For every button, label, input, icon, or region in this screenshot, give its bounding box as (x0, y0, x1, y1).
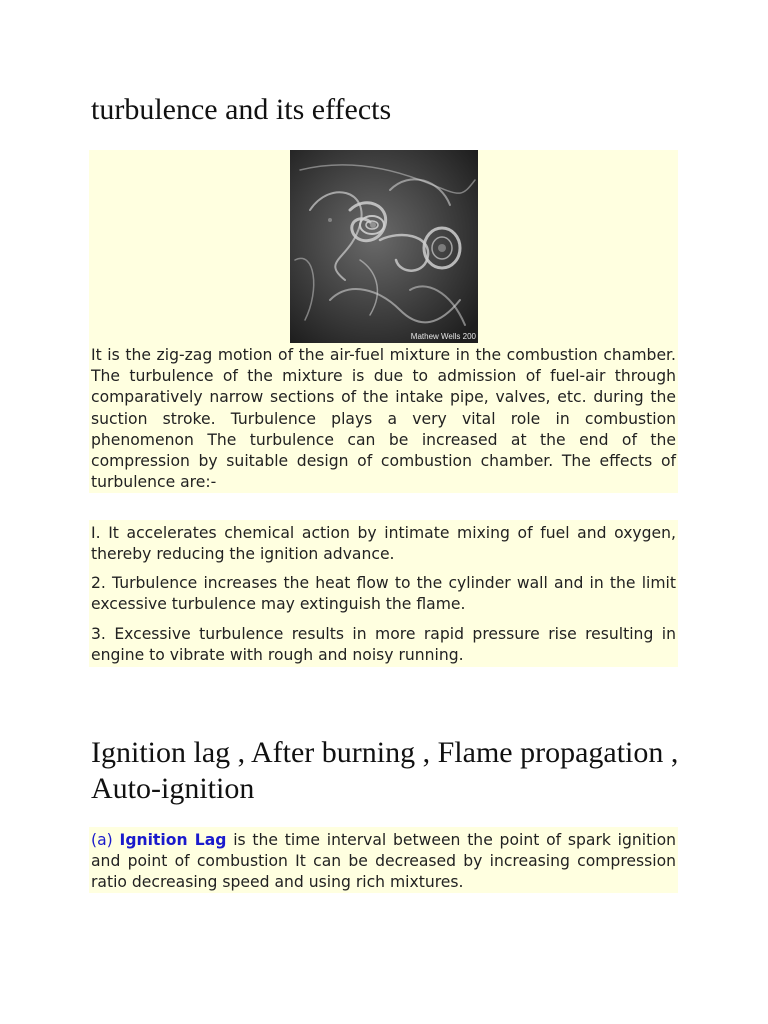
ignition-lag-text: is the time interval between the point of spark ignition and point of combustion It can be decreased by increasing compression ratio decreasing speed and using rich mixtures. (91, 831, 676, 892)
effect-item-2: 2. Turbulence increases the heat flow to the cylinder wall and in the limit excessive turbulence may extinguish the flame. (91, 574, 676, 614)
section-heading-ignition: Ignition lag , After burning , Flame propagation , Auto-ignition (91, 736, 679, 805)
intro-paragraph: It is the zig-zag motion of the air-fuel mixture in the combustion chamber. The turbulence of the mixture is due to admission of fuel-air through comparatively narrow sections of the intake pipe, valves, etc. during the suction stroke. Turbulence plays a very vital role in combustion phenomenon The turbulence can be increased at the end of the compression by suitable design of combustion chamber. The effects of turbulence are:- (91, 346, 676, 492)
turbulence-image (290, 150, 478, 343)
ignition-lag-prefix: (a) (91, 831, 113, 849)
ignition-lag-term: Ignition Lag (119, 831, 227, 849)
effect-item-3: 3. Excessive turbulence results in more rapid pressure rise resulting in engine to vibrate with rough and noisy running. (91, 625, 676, 665)
effect-item-1: I. It accelerates chemical action by intimate mixing of fuel and oxygen, thereby reducing the ignition advance. (91, 524, 676, 564)
image-caption: Mathew Wells 200 (410, 332, 476, 341)
section-heading-turbulence: turbulence and its effects (91, 93, 392, 126)
ignition-lag-paragraph (91, 830, 676, 894)
